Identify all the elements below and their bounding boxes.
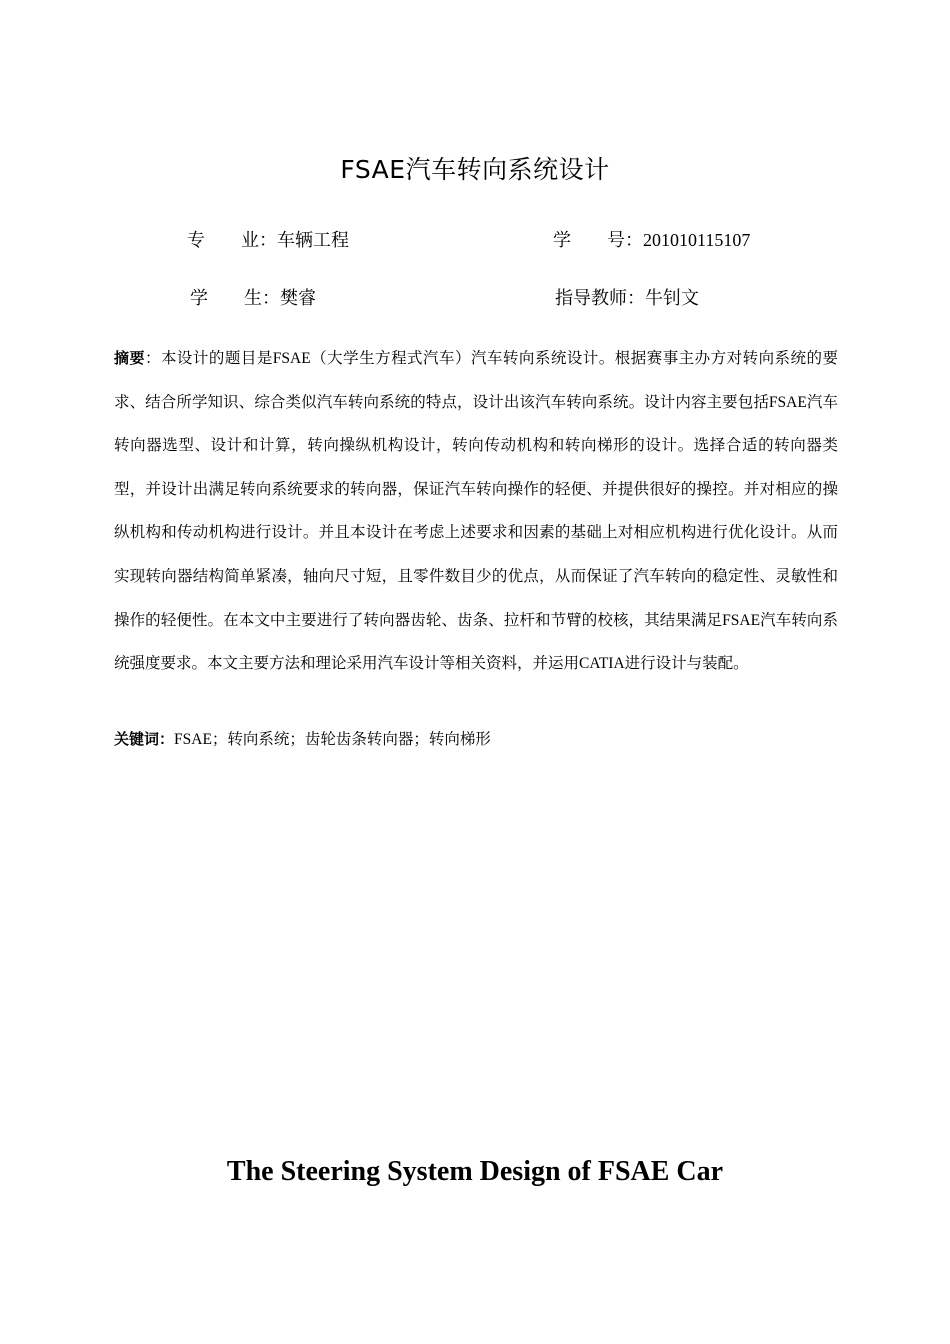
student-value: 樊睿 <box>280 288 316 308</box>
keywords-label: 关键词： <box>114 730 175 748</box>
advisor-value: 牛钊文 <box>645 288 699 308</box>
abstract-separator: ： <box>144 350 161 367</box>
major-row <box>187 227 349 253</box>
document-title: FSAE汽车转向系统设计 <box>340 155 610 184</box>
student-id-label: 学 号： <box>553 230 643 250</box>
abstract-paragraph <box>114 337 838 686</box>
advisor-row <box>555 285 699 311</box>
abstract-label: 摘要 <box>114 349 145 367</box>
keywords-line <box>114 726 838 753</box>
major-value: 车辆工程 <box>277 230 349 250</box>
student-row <box>190 285 316 311</box>
student-label: 学 生： <box>190 288 280 308</box>
student-id-row <box>553 227 750 253</box>
advisor-label: 指导教师： <box>555 288 645 308</box>
keywords-text: FSAE；转向系统；齿轮齿条转向器；转向梯形 <box>174 731 491 748</box>
english-title: The Steering System Design of FSAE Car <box>226 1156 724 1187</box>
major-label: 专 业： <box>187 230 277 250</box>
student-id-value: 201010115107 <box>643 230 751 250</box>
abstract-text: 本设计的题目是FSAE（大学生方程式汽车）汽车转向系统设计。根据赛事主办方对转向系统的要求、结合所学知识、综合类似汽车转向系统的特点，设计出该汽车转向系统。设计内容主要包括FSAE汽车转向器选型、设计和计算，转向操纵机构设计，转向传动机构和转向梯形的设计。选择合适的转向器类型，并设计出满足转向系统要求的转向器，保证汽车转向操作的轻便、并提供很好的操控。并对相应的操纵机构和传动机构进行设计。并且本设计在考虑上述要求和因素的基础上对相应机构进行优化设计。从而实现转向器结构简单紧凑，轴向尺寸短，且零件数目少的优点，从而保证了汽车转向的稳定性、灵敏性和操作的轻便性。在本文中主要进行了转向器齿轮、齿条、拉杆和节臂的校核，其结果满足FSAE汽车转向系统强度要求。本文主要方法和理论采用汽车设计等相关资料，并运用CATIA进行设计与装配。 <box>114 350 838 673</box>
